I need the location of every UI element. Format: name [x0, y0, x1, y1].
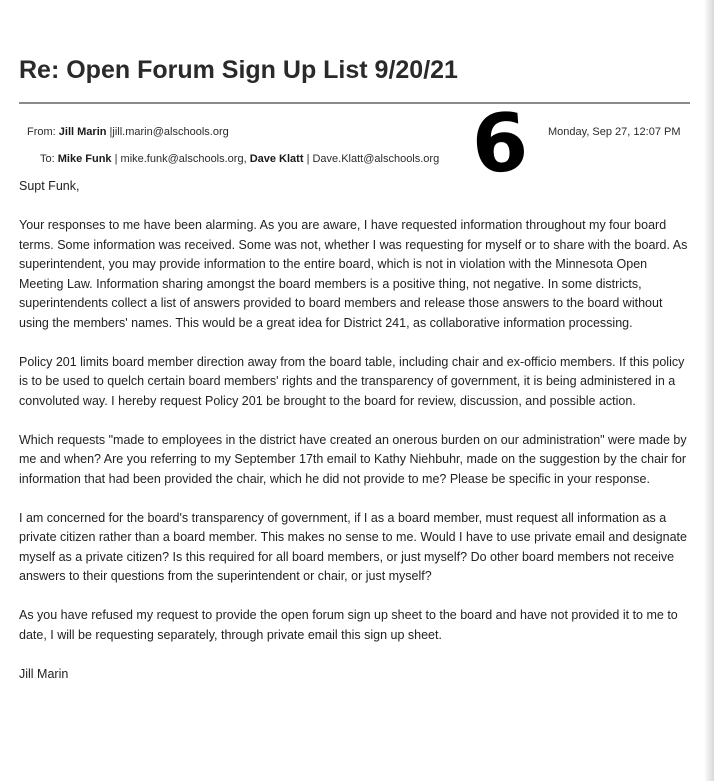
body-paragraph-1: Your responses to me have been alarming. As you are aware, I have requested information throughout my four board terms. Some information was received. Some was not, whether I was requesting for myself or to share with the board. As superintendent, you may provide information to the entire board, which is not in violation with the Minnesota Open Meeting Law. Information sharing amongst the board members is a positive thing, not negative. In some districts, superintendents collect a list of answers provided to board members and release those answers to the board without using the members' names. This would be a great idea for District 241, as collaborative information processing. [19, 218, 688, 330]
to-email-2[interactable]: Dave.Klatt@alschools.org [312, 153, 440, 165]
handwritten-page-number: 6 [468, 95, 531, 192]
salutation: Supt Funk, [19, 179, 80, 193]
to-separator-1: | [114, 153, 118, 165]
header-divider [19, 102, 690, 104]
signature: Jill Marin [19, 666, 69, 681]
body-paragraph-2: Policy 201 limits board member direction away from the board table, including chair and ex-officio members. If this policy is to be used to quelch certain board members' rights and the transparency of government, it is being administered in a convoluted way. I hereby request Policy 201 be brought to the board for review, discussion, and possible action. [19, 354, 685, 408]
to-email-1[interactable]: mike.funk@alschools.org, [120, 153, 247, 165]
email-date: Monday, Sep 27, 12:07 PM [548, 126, 681, 138]
to-label: To: [40, 153, 55, 165]
to-name-2: Dave Klatt [249, 153, 304, 165]
body-paragraph-3: Which requests "made to employees in the district have created an onerous burden on our administration" were made by me and when? Are you referring to my September 17th email to Kathy Niehbuhr, made on the suggestion by the chair for information that had been provided the chair, which he did not provide to me? Please be specific in your response. [19, 432, 687, 486]
from-email[interactable]: jill.marin@alschools.org [112, 126, 229, 138]
to-separator-2: | [306, 153, 310, 165]
body-paragraph-5: As you have refused my request to provide the open forum sign up sheet to the board and have not provided it to me to date, I will be requesting separately, through private email this sign up sheet. [19, 608, 678, 642]
to-line [40, 153, 439, 165]
from-line [27, 126, 229, 138]
page-edge-shadow [704, 0, 714, 781]
from-separator: | [109, 126, 113, 138]
body-paragraph-4: I am concerned for the board's transparency of government, if I as a board member, must request all information as a private citizen rather than a board member. This makes no sense to me. Would I have to use private email and designate myself as a private citizen? Is this required for all board members, or just myself? Do other board members not receive answers to their questions from the superintendent or chair, or just myself? [19, 510, 687, 583]
email-body [19, 177, 691, 704]
to-name-1: Mike Funk [57, 153, 112, 165]
email-subject: Re: Open Forum Sign Up List 9/20/21 [19, 56, 458, 84]
from-label: From: [27, 126, 56, 138]
from-name: Jill Marin [58, 126, 107, 138]
